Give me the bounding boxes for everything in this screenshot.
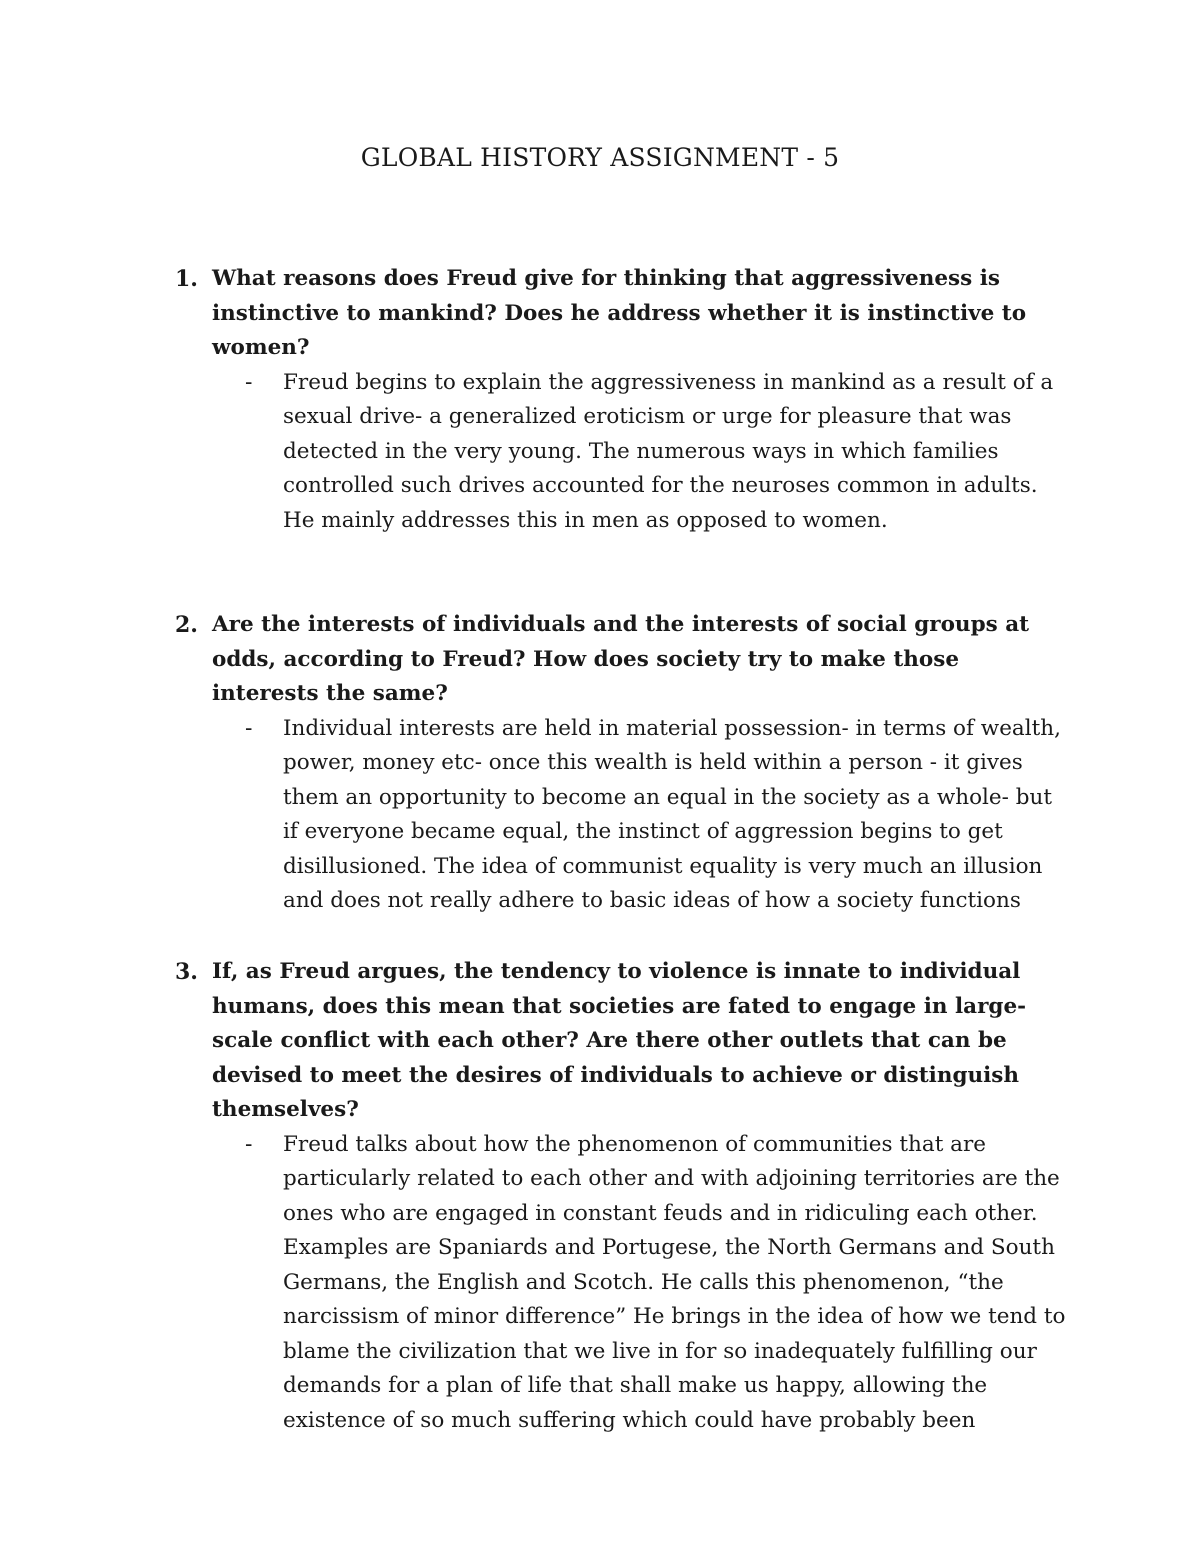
document-title: GLOBAL HISTORY ASSIGNMENT - 5 bbox=[360, 143, 840, 172]
question-item bbox=[175, 608, 1061, 919]
question-text: What reasons does Freud give for thinking that aggressiveness is instinctive to mankind? Does he address whether it is instinctive to women? bbox=[212, 266, 1027, 360]
question-number: 3. bbox=[175, 959, 198, 985]
answer-item bbox=[245, 366, 1065, 539]
answer-item bbox=[245, 712, 1065, 919]
answer-bullet: - bbox=[245, 1131, 253, 1157]
question-text: If, as Freud argues, the tendency to violence is innate to individual humans, does this mean that societies are fated to engage in large-scale conflict with each other? Are there other outlets that can be devised to meet the desires of individuals to achieve or distinguish themselves? bbox=[212, 959, 1027, 1122]
question-item bbox=[175, 262, 1055, 538]
answer-text: Freud begins to explain the aggressiveness in mankind as a result of a sexual drive- a generalized eroticism or urge for pleasure that was detected in the very young. The numerous ways in which families controlled such drives accounted for the neuroses common in adults. He mainly addresses this in men as opposed to women. bbox=[283, 369, 1054, 533]
answer-text: Individual interests are held in material possession- in terms of wealth, power, money etc- once this wealth is held within a person - it gives them an opportunity to become an equal in the society as a whole- but if everyone became equal, the instinct of aggression begins to get disillusioned. The idea of communist equality is very much an illusion and does not really adhere to basic ideas of how a society functions bbox=[283, 715, 1061, 913]
question-number: 2. bbox=[175, 612, 198, 638]
question-item bbox=[175, 955, 1066, 1438]
answer-bullet: - bbox=[245, 715, 253, 741]
answer-text: Freud talks about how the phenomenon of communities that are particularly related to each other and with adjoining territories are the ones who are engaged in constant feuds and in ridiculing each other. Examples are Spaniards and Portugese, the North Germans and South Germans, the English and Scotch. He calls this phenomenon, “the narcissism of minor difference” He brings in the idea of how we tend to blame the civilization that we live in for so inadequately fulfilling our demands for a plan of life that shall make us happy, allowing the existence of so much suffering which could have probably been bbox=[283, 1131, 1066, 1433]
answer-bullet: - bbox=[245, 369, 253, 395]
answer-item bbox=[245, 1128, 1065, 1439]
question-number: 1. bbox=[175, 266, 198, 292]
question-text: Are the interests of individuals and the interests of social groups at odds, according to Freud? How does society try to make those interests the same? bbox=[212, 612, 1030, 706]
